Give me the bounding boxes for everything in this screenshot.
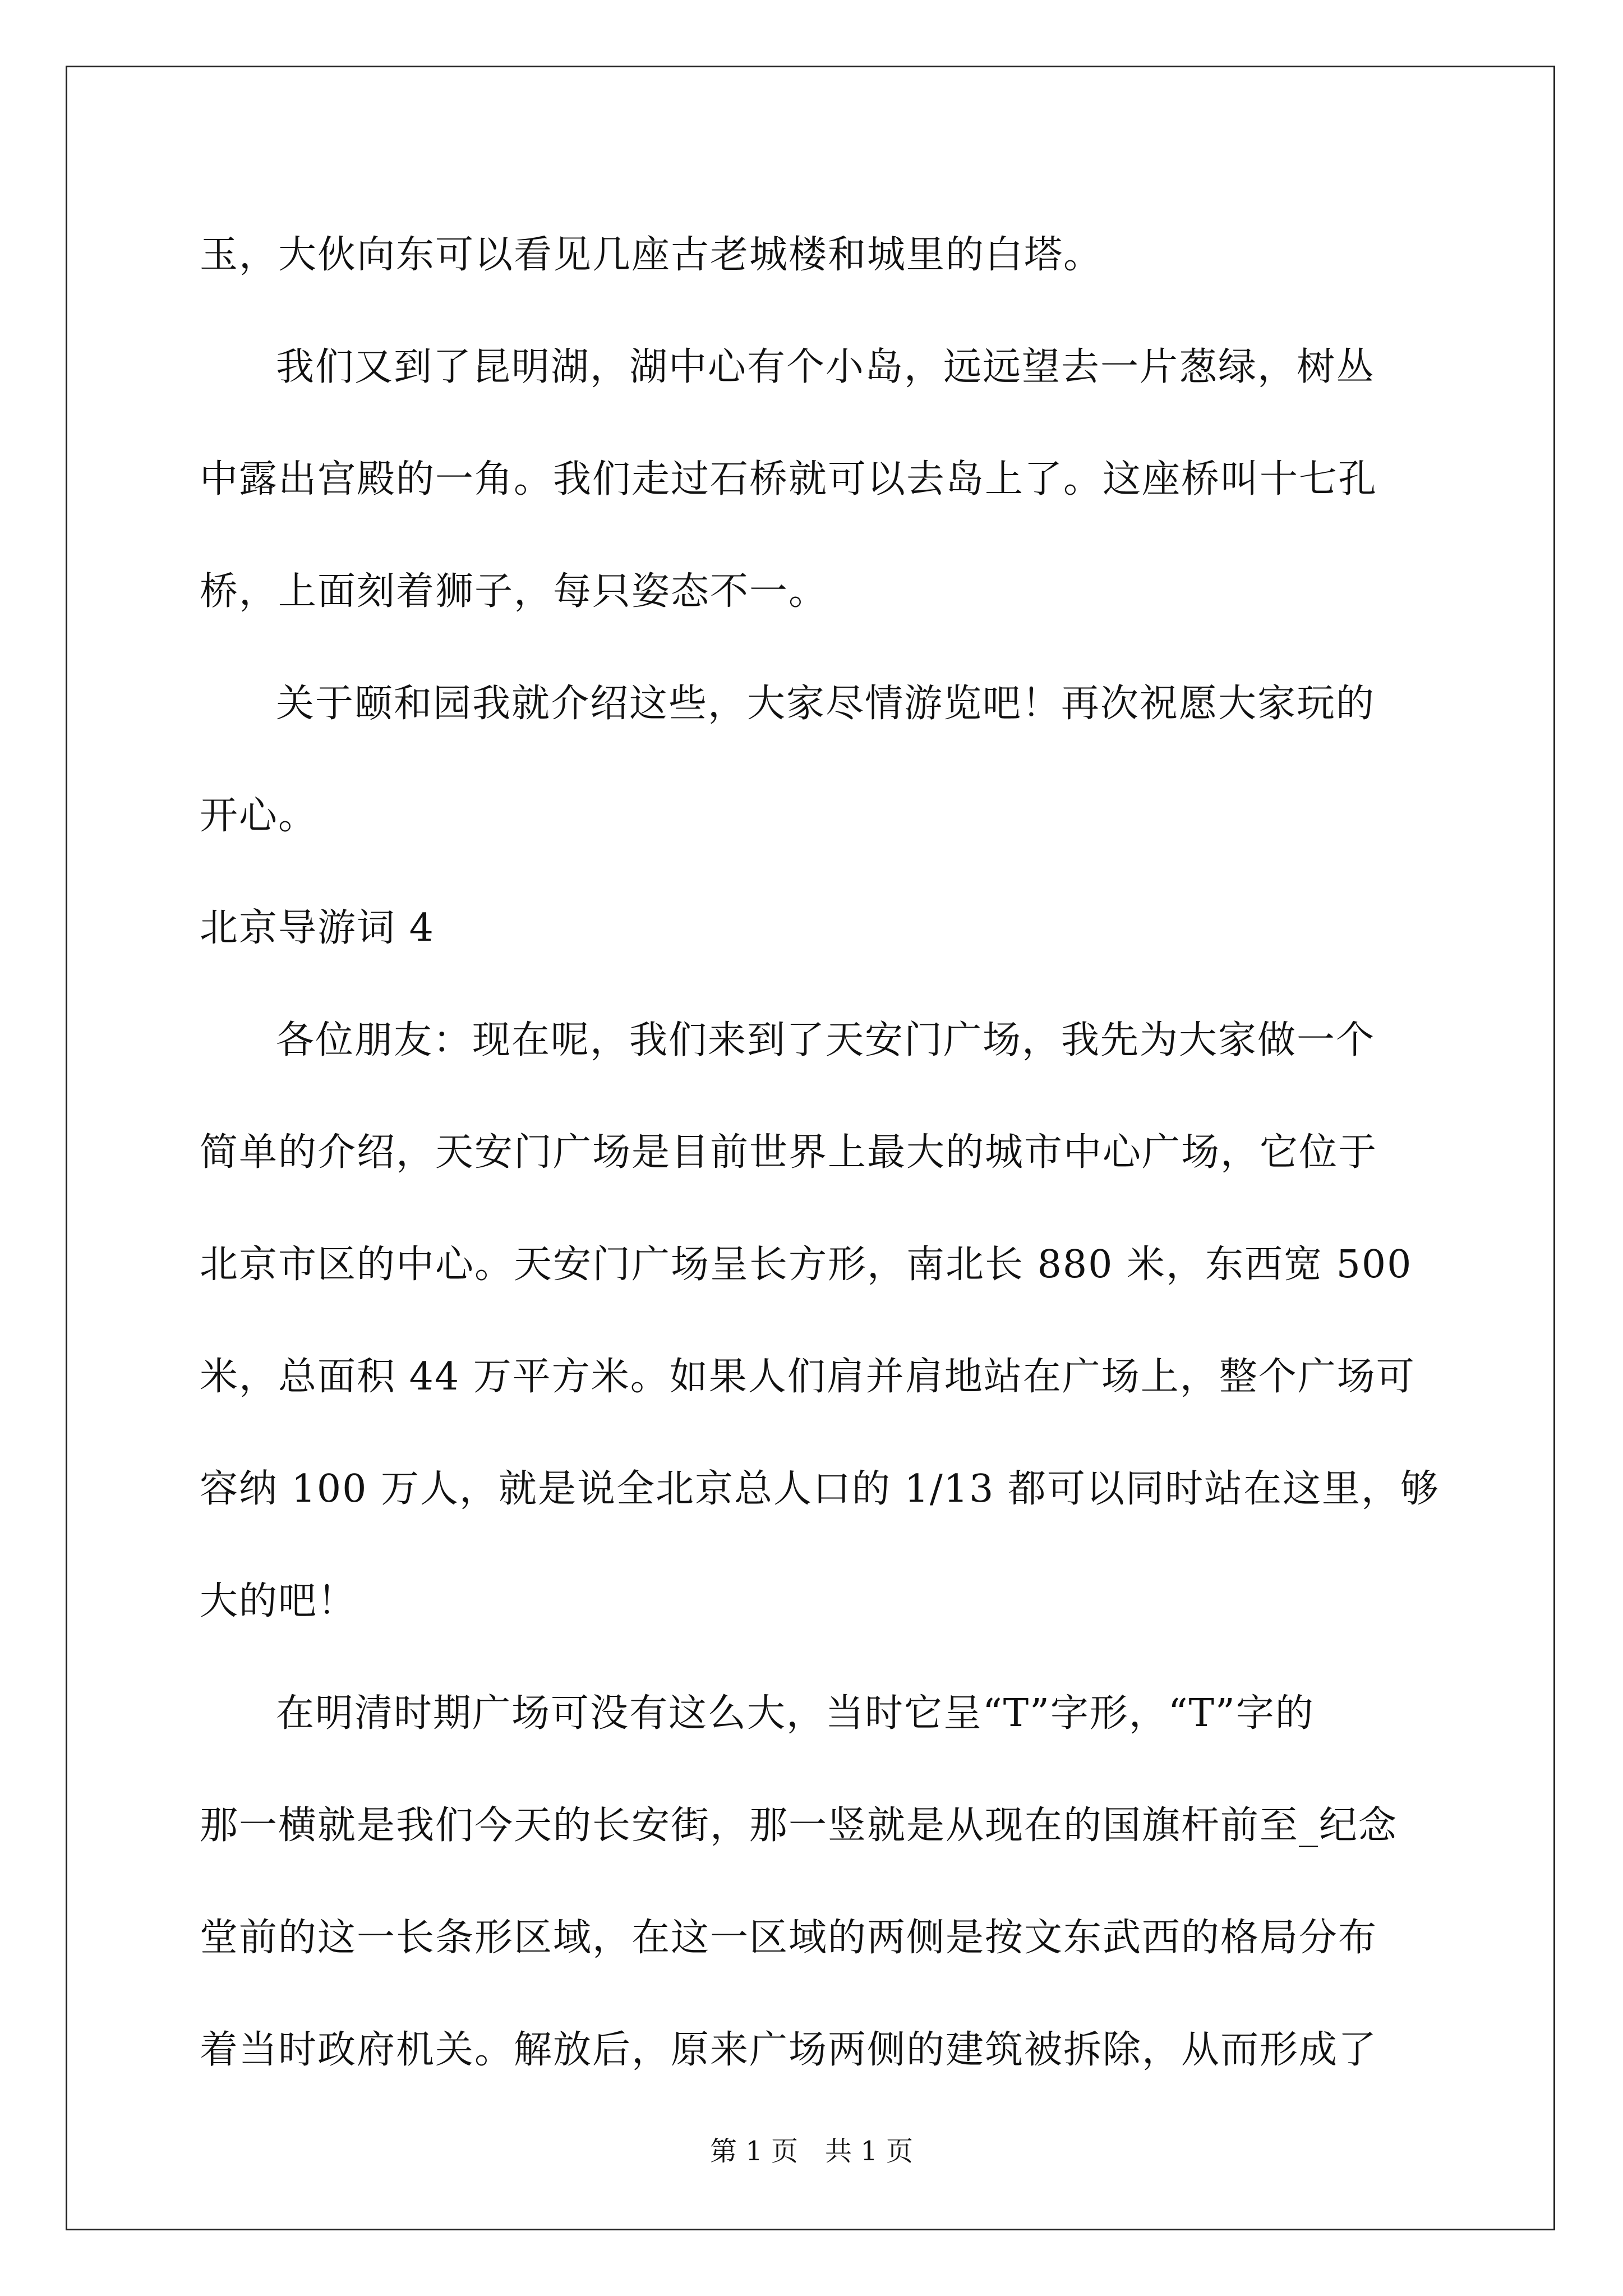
- text-line: 大的吧！: [200, 1579, 357, 1623]
- document-body: [200, 199, 1440, 2106]
- text-line: 容纳 100 万人，就是说全北京总人口的 1/13 都可以同时站在这里，够: [200, 1467, 1440, 1511]
- text-line: 着当时政府机关。解放后，原来广场两侧的建筑被拆除，从而形成了: [200, 2028, 1378, 2072]
- text-line: 桥，上面刻着狮子，每只姿态不一。: [200, 569, 828, 614]
- text-line: 米，总面积 44 万平方米。如果人们肩并肩地站在广场上，整个广场可: [200, 1355, 1415, 1399]
- page-footer: 第 1 页 共 1 页: [709, 2136, 914, 2167]
- text-line: 堂前的这一长条形区域，在这一区域的两侧是按文东武西的格局分布: [200, 1916, 1378, 1960]
- text-line: 北京市区的中心。天安门广场呈长方形，南北长 880 米，东西宽 500: [200, 1243, 1413, 1287]
- text-line: 那一横就是我们今天的长安街，那一竖就是从现在的国旗杆前至_纪念: [200, 1803, 1398, 1848]
- paragraph-start-line: 各位朋友：现在呢，我们来到了天安门广场，我先为大家做一个: [276, 1018, 1376, 1062]
- paragraph-start-line: 关于颐和园我就介绍这些，大家尽情游览吧！再次祝愿大家玩的: [276, 682, 1376, 726]
- text-line: 玉，大伙向东可以看见几座古老城楼和城里的白塔。: [200, 233, 1103, 277]
- text-line: 中露出宫殿的一角。我们走过石桥就可以去岛上了。这座桥叫十七孔: [200, 457, 1378, 501]
- text-line: 简单的介绍，天安门广场是目前世界上最大的城市中心广场，它位于: [200, 1130, 1378, 1175]
- paragraph-start-line: 我们又到了昆明湖，湖中心有个小岛，远远望去一片葱绿，树丛: [276, 345, 1376, 389]
- paragraph-start-line: 在明清时期广场可没有这么大，当时它呈“T”字形，“T”字的: [276, 1691, 1315, 1736]
- section-heading: 北京导游词 4: [200, 906, 435, 950]
- text-line: 开心。: [200, 794, 318, 838]
